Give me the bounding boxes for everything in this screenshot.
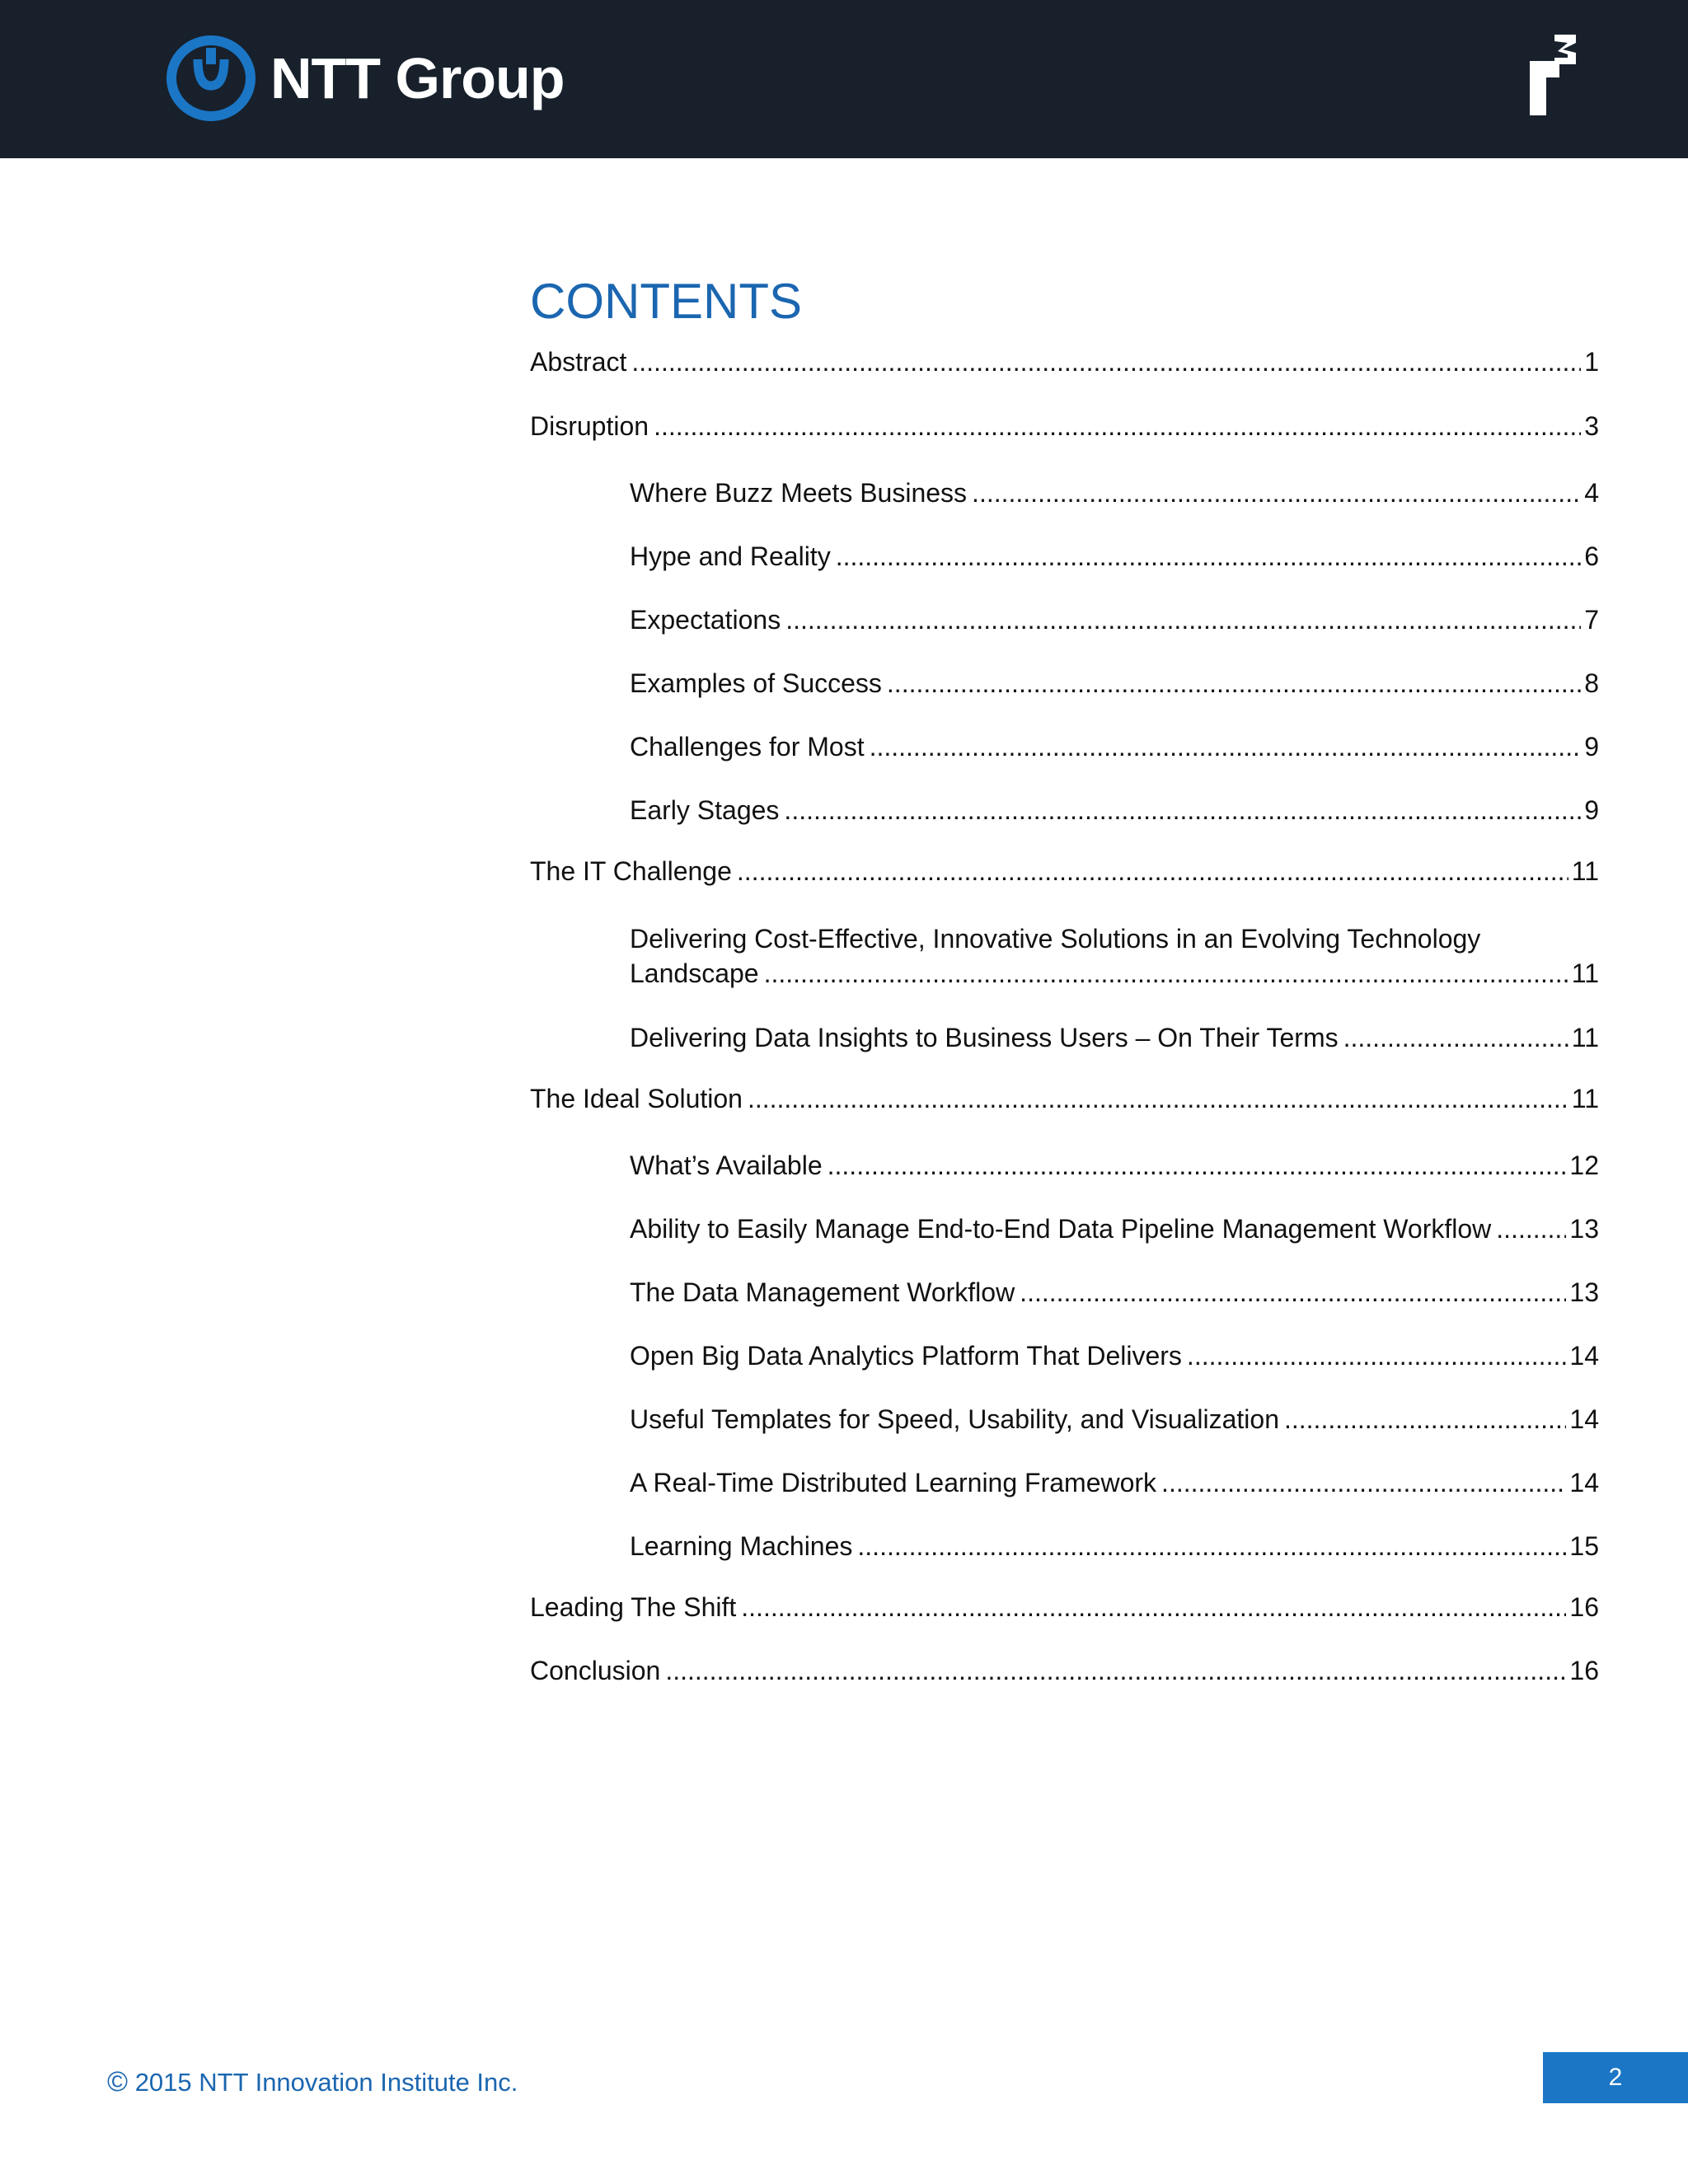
contents-heading: CONTENTS xyxy=(530,274,802,329)
toc-page-number: 9 xyxy=(1584,795,1599,825)
toc-page-number: 6 xyxy=(1584,541,1599,571)
copyright-text: 2015 NTT Innovation Institute Inc. xyxy=(134,2068,518,2097)
dot-leader xyxy=(1284,1402,1566,1436)
ntt-group-logo xyxy=(166,35,564,122)
ntt-logo-icon xyxy=(166,35,256,122)
toc-page-number: 11 xyxy=(1571,856,1599,886)
dot-leader xyxy=(654,409,1581,443)
toc-entry-title: Examples of Success xyxy=(630,668,882,698)
toc-entry-learning-machines[interactable] xyxy=(630,1529,1599,1563)
toc-page-number: 11 xyxy=(1571,1084,1599,1113)
toc-entry-title: Early Stages xyxy=(630,795,780,825)
dot-leader xyxy=(737,854,1568,888)
page-number: 2 xyxy=(1608,2064,1623,2091)
toc-entry-title: The Ideal Solution xyxy=(530,1084,743,1113)
toc-entry-title: Disruption xyxy=(530,411,649,441)
footer-copyright xyxy=(107,2065,518,2099)
toc-entry-title: Challenges for Most xyxy=(630,732,865,762)
toc-entry-abstract[interactable] xyxy=(530,344,1599,379)
dot-leader xyxy=(887,666,1581,701)
toc-entry-title: Expectations xyxy=(630,605,781,635)
toc-entry-ability-to-easily-manage[interactable] xyxy=(630,1212,1599,1246)
toc-entry-title: A Real-Time Distributed Learning Framework xyxy=(630,1468,1157,1497)
toc-page-number: 3 xyxy=(1584,411,1599,441)
dot-leader xyxy=(828,1148,1567,1183)
toc-page-number: 14 xyxy=(1569,1404,1599,1434)
dot-leader xyxy=(1161,1465,1566,1500)
toc-entry-title: What’s Available xyxy=(630,1151,823,1180)
toc-page-number: 11 xyxy=(1571,958,1599,988)
toc-page-number: 8 xyxy=(1584,668,1599,698)
toc-entry-title: Conclusion xyxy=(530,1656,661,1685)
toc-entry-title: Leading The Shift xyxy=(530,1592,737,1622)
header-bar xyxy=(0,0,1688,158)
toc-entry-title: Useful Templates for Speed, Usability, and Visualization xyxy=(630,1404,1279,1434)
dot-leader xyxy=(631,344,1581,379)
dot-leader xyxy=(857,1529,1566,1563)
toc-entry-conclusion[interactable] xyxy=(530,1653,1599,1688)
dot-leader xyxy=(1343,1020,1568,1055)
dot-leader xyxy=(1496,1212,1566,1246)
copyright-symbol: © xyxy=(107,2066,129,2097)
toc-entry-title-line: Delivering Cost-Effective, Innovative Solutions in an Evolving Technology xyxy=(630,924,1481,954)
dot-leader xyxy=(972,476,1581,510)
dot-leader xyxy=(665,1653,1566,1688)
dot-leader xyxy=(836,539,1582,574)
dot-leader xyxy=(785,602,1581,637)
toc-entry-early-stages[interactable] xyxy=(630,793,1599,827)
toc-entry-expectations[interactable] xyxy=(630,602,1599,637)
toc-entry-the-data-management-workflow[interactable] xyxy=(630,1275,1599,1310)
toc-entry-where-buzz-meets-business[interactable] xyxy=(630,476,1599,510)
toc-entry-title: Abstract xyxy=(530,347,627,377)
toc-page-number: 16 xyxy=(1569,1592,1599,1622)
dot-leader xyxy=(1020,1275,1566,1310)
toc-page-number: 11 xyxy=(1571,1023,1599,1052)
toc-entry-the-it-challenge[interactable] xyxy=(530,854,1599,888)
dot-leader xyxy=(870,729,1582,764)
toc-entry-the-ideal-solution[interactable] xyxy=(530,1081,1599,1116)
toc-entry-delivering-data-insights[interactable] xyxy=(630,1020,1599,1055)
innovation-institute-logo-icon xyxy=(1526,31,1581,117)
toc-entry-whats-available[interactable] xyxy=(630,1148,1599,1183)
dot-leader xyxy=(1187,1338,1566,1373)
toc-page-number: 14 xyxy=(1569,1468,1599,1497)
toc-entry-hype-and-reality[interactable] xyxy=(630,539,1599,574)
toc-page-number: 7 xyxy=(1584,605,1599,635)
toc-entry-real-time-distributed-learning[interactable] xyxy=(630,1465,1599,1500)
toc-entry-title: Ability to Easily Manage End-to-End Data Pipeline Management Workflow xyxy=(630,1214,1492,1244)
toc-entry-title: The IT Challenge xyxy=(530,856,732,886)
toc-entry-disruption[interactable] xyxy=(530,409,1599,443)
toc-page-number: 13 xyxy=(1569,1277,1599,1307)
toc-page-number: 1 xyxy=(1584,347,1599,377)
toc-entry-title: The Data Management Workflow xyxy=(630,1277,1015,1307)
dot-leader xyxy=(748,1081,1568,1116)
toc-entry-title: Landscape xyxy=(630,958,759,988)
toc-page-number: 9 xyxy=(1584,732,1599,762)
dot-leader xyxy=(741,1590,1566,1624)
toc-page-number: 13 xyxy=(1569,1214,1599,1244)
page-number-badge xyxy=(1543,2052,1688,2103)
toc-page-number: 15 xyxy=(1569,1531,1599,1561)
brand-name: NTT Group xyxy=(270,46,565,110)
toc-entry-delivering-cost-effective[interactable] xyxy=(630,921,1599,991)
toc-entry-title: Hype and Reality xyxy=(630,541,831,571)
toc-entry-examples-of-success[interactable] xyxy=(630,666,1599,701)
toc-page-number: 16 xyxy=(1569,1656,1599,1685)
dot-leader xyxy=(764,956,1568,991)
toc-entry-useful-templates[interactable] xyxy=(630,1402,1599,1436)
toc-page-number: 4 xyxy=(1584,478,1599,508)
toc-entry-title: Open Big Data Analytics Platform That Delivers xyxy=(630,1341,1182,1371)
toc-page-number: 12 xyxy=(1569,1151,1599,1180)
toc-entry-leading-the-shift[interactable] xyxy=(530,1590,1599,1624)
toc-entry-challenges-for-most[interactable] xyxy=(630,729,1599,764)
toc-page-number: 14 xyxy=(1569,1341,1599,1371)
toc-entry-title: Delivering Data Insights to Business Users – On Their Terms xyxy=(630,1023,1339,1052)
dot-leader xyxy=(784,793,1581,827)
toc-entry-open-big-data-analytics[interactable] xyxy=(630,1338,1599,1373)
toc-entry-title: Where Buzz Meets Business xyxy=(630,478,968,508)
toc-entry-title: Learning Machines xyxy=(630,1531,853,1561)
